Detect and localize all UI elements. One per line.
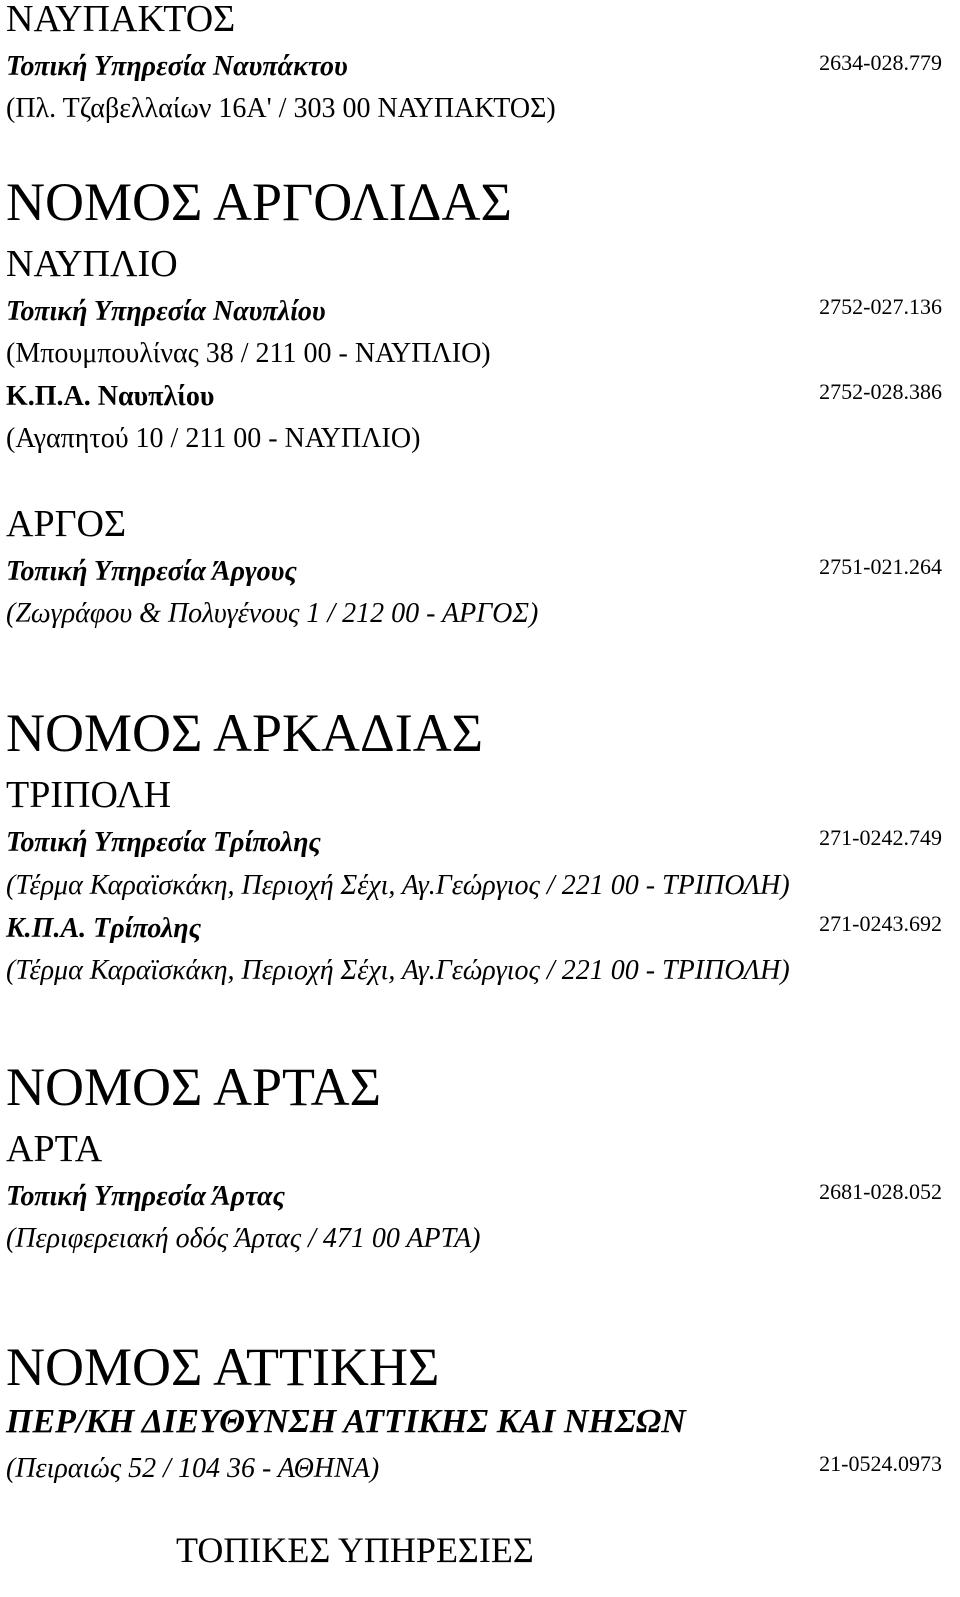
address-argos: (Ζωγράφου & Πολυγένους 1 / 212 00 - ΑΡΓΟΣ) [6, 598, 539, 629]
address-arta: (Περιφερειακή οδός Άρτας / 471 00 ΑΡΤΑ) [6, 1223, 481, 1254]
office-name-nafpaktos: Τοπική Υπηρεσία Ναυπάκτου [6, 51, 348, 82]
address-nafpaktos: (Πλ. Τζαβελλαίων 16Α' / 303 00 ΝΑΥΠΑΚΤΟΣ) [6, 93, 556, 124]
phone-nafplio: 2752-027.136 [819, 294, 942, 319]
phone-attiki: 21-0524.0973 [819, 1451, 942, 1476]
city-heading-arta: ΑΡΤΑ [6, 1128, 103, 1170]
phone-arta: 2681-028.052 [819, 1179, 942, 1204]
kpa-address-tripoli: (Τέρμα Καραϊσκάκη, Περιοχή Σέχι, Αγ.Γεώργιος / 221 00 - ΤΡΙΠΟΛΗ) [6, 955, 790, 986]
nomos-heading-arta: ΝΟΜΟΣ ΑΡΤΑΣ [6, 1057, 382, 1117]
local-services-heading: ΤΟΠΙΚΕΣ ΥΠΗΡΕΣΙΕΣ [176, 1530, 534, 1570]
nomos-heading-attiki: ΝΟΜΟΣ ΑΤΤΙΚΗΣ [6, 1337, 440, 1397]
office-name-argos: Τοπική Υπηρεσία Άργους [6, 556, 297, 587]
kpa-phone-nafplio: 2752-028.386 [819, 379, 942, 404]
office-name-arta: Τοπική Υπηρεσία Άρτας [6, 1181, 286, 1212]
kpa-phone-tripoli: 271-0243.692 [819, 911, 942, 936]
office-name-nafplio: Τοπική Υπηρεσία Ναυπλίου [6, 296, 326, 327]
directorate-attiki: ΠΕΡ/ΚΗ ΔΙΕΥΘΥΝΣΗ ΑΤΤΙΚΗΣ ΚΑΙ ΝΗΣΩΝ [6, 1403, 686, 1440]
nomos-heading-arkadia: ΝΟΜΟΣ ΑΡΚΑΔΙΑΣ [6, 703, 484, 763]
city-heading-nafpaktos: ΝΑΥΠΑΚΤΟΣ [6, 0, 236, 40]
phone-argos: 2751-021.264 [819, 554, 942, 579]
kpa-name-tripoli: Κ.Π.Α. Τρίπολης [6, 913, 202, 944]
office-name-tripoli: Τοπική Υπηρεσία Τρίπολης [6, 827, 321, 858]
phone-tripoli: 271-0242.749 [819, 825, 942, 850]
address-nafplio: (Μπουμπουλίνας 38 / 211 00 - ΝΑΥΠΛΙΟ) [6, 338, 491, 369]
city-heading-nafplio: ΝΑΥΠΛΙΟ [6, 243, 178, 285]
nomos-heading-argolida: ΝΟΜΟΣ ΑΡΓΟΛΙΔΑΣ [6, 172, 512, 232]
phone-nafpaktos: 2634-028.779 [819, 50, 942, 75]
kpa-address-nafplio: (Αγαπητού 10 / 211 00 - ΝΑΥΠΛΙΟ) [6, 423, 421, 454]
city-heading-tripoli: ΤΡΙΠΟΛΗ [6, 774, 172, 816]
kpa-name-nafplio: Κ.Π.Α. Ναυπλίου [6, 381, 215, 412]
address-attiki: (Πειραιώς 52 / 104 36 - ΑΘΗΝΑ) [6, 1453, 380, 1484]
address-tripoli: (Τέρμα Καραϊσκάκη, Περιοχή Σέχι, Αγ.Γεώργιος / 221 00 - ΤΡΙΠΟΛΗ) [6, 870, 790, 901]
city-heading-argos: ΑΡΓΟΣ [6, 503, 127, 545]
